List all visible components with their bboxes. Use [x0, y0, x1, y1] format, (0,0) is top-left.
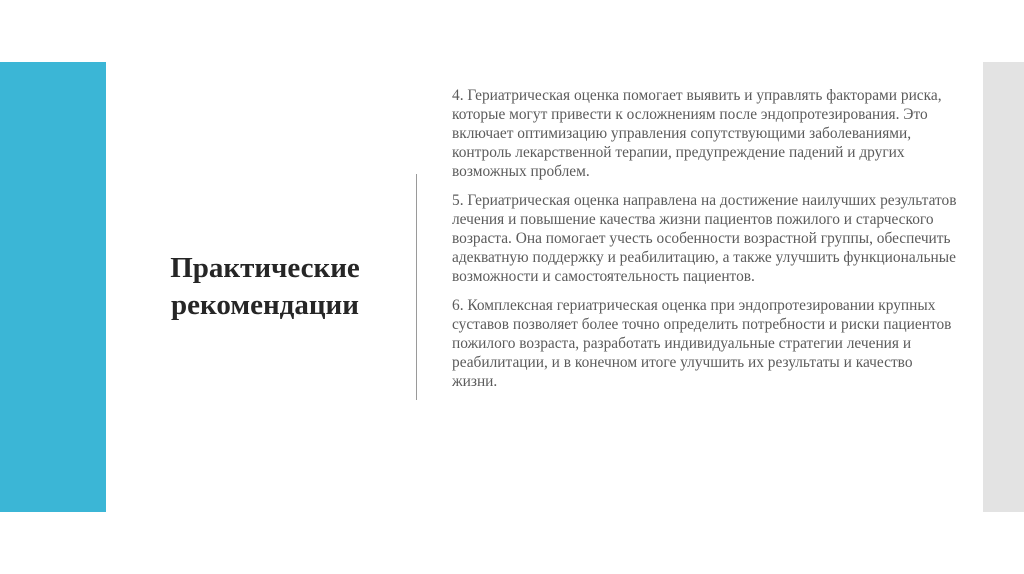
right-accent-bar: [983, 62, 1024, 512]
paragraph-4: 4. Гериатрическая оценка помогает выявить и управлять факторами риска, которые могут привести к осложнениям после эндопротезирования. Это включает оптимизацию управления сопутствующими заболеваниями, контроль лекарственной терапии, предупреждение падений и других возможных проблем.: [452, 87, 942, 180]
slide-title: [130, 250, 400, 324]
paragraph-6: 6. Комплексная гериатрическая оценка при эндопротезировании крупных суставов позволяет более точно определить потребности и риски пациентов пожилого возраста, разработать индивидуальные стратегии лечения и реабилитации, и в конечном итоге улучшить их результаты и качество жизни.: [452, 297, 952, 390]
left-accent-bar: [0, 62, 106, 512]
slide-title-line-2: рекомендации: [171, 289, 359, 321]
paragraph-5: 5. Гериатрическая оценка направлена на достижение наилучших результатов лечения и повышение качества жизни пациентов пожилого и старческого возраста. Она помогает учесть особенности возрастной группы, обеспечить адекватную поддержку и реабилитацию, а также улучшить функциональные возможности и самостоятельность пациентов.: [452, 192, 957, 285]
slide-title-line-1: Практические: [170, 252, 360, 284]
vertical-divider: [416, 174, 417, 400]
slide-body: [452, 86, 957, 401]
